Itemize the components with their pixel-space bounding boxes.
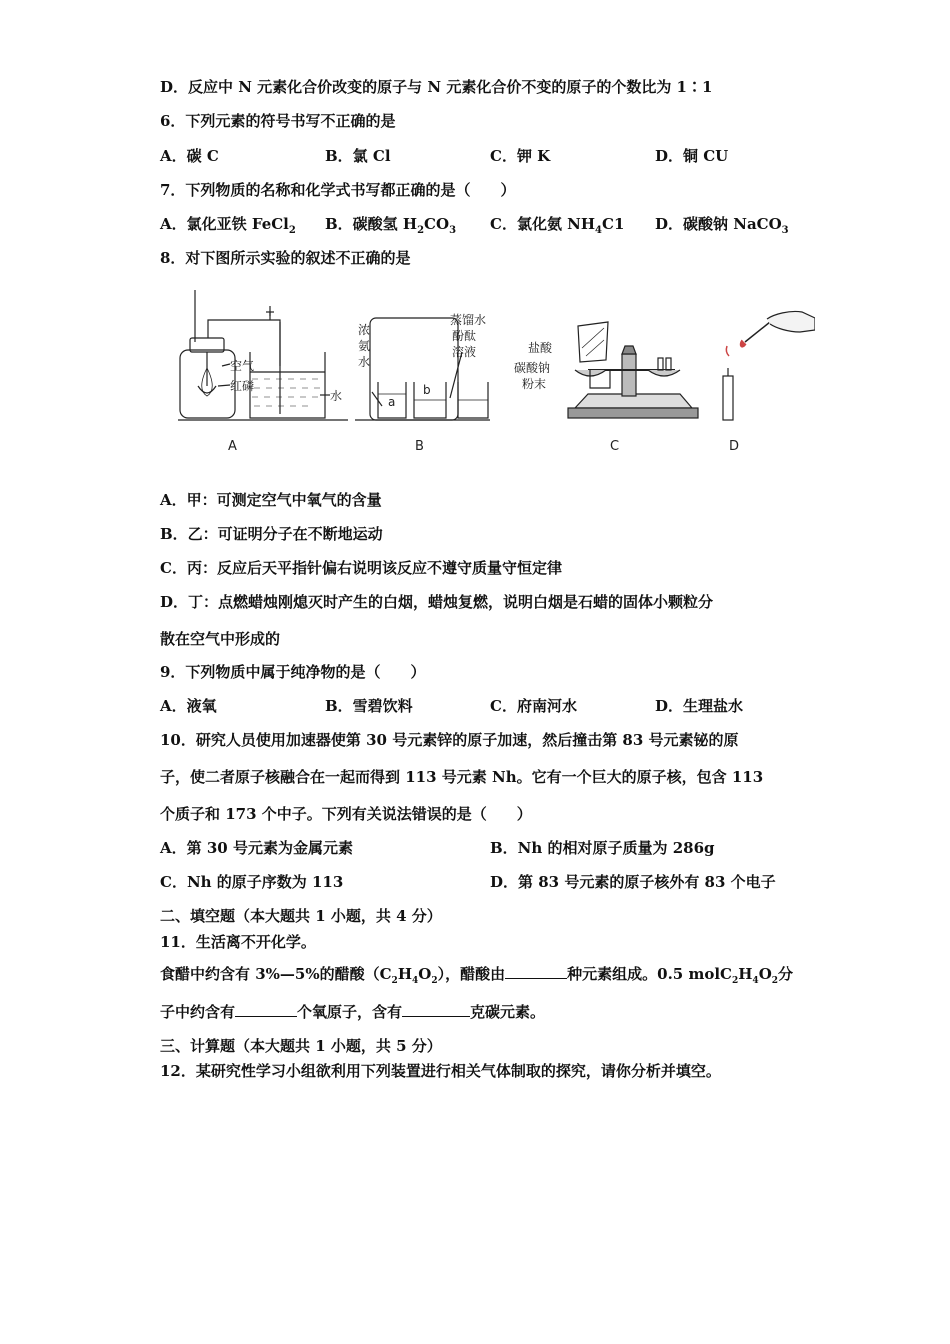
q8-stem: 8．对下图所示实验的叙述不正确的是 [160,249,411,267]
q8-option-d: D．丁：点燃蜡烛刚熄灭时产生的白烟，蜡烛复燃，说明白烟是石蜡的固体小颗粒分 [160,593,714,611]
q6-option-b: B．氯 Cl [325,147,391,165]
panel-label-d: D [729,439,740,454]
q10-stem-line3: 个质子和 173 个中子。下列有关说法错误的是（ ） [160,805,532,823]
label-sodium-carbonate: 碳酸钠 [514,361,551,375]
q7-option-c: C．氯化氨 $NH_4C1$ [490,215,625,236]
q9-option-b: B．雪碧饮料 [325,697,413,715]
q10-option-b: B．Nh 的相对原子质量为 286g [490,839,715,857]
q6-option-d: D．铜 CU [655,147,729,165]
q10-option-d: D．第 83 号元素的原子核外有 83 个电子 [490,873,776,891]
q5-option-d: D．反应中 N 元素化合价改变的原子与 N 元素化合价不变的原子的个数比为 1∶1 [160,78,713,96]
blank-1[interactable] [505,964,567,979]
panel-label-b: B [415,439,424,454]
label-conc-ammonia-3: 水 [358,355,371,369]
q7-option-a: A．氯化亚铁 FeCl$_2$ [160,215,296,236]
section-2-heading: 二、填空题（本大题共 1 小题，共 4 分） [160,907,442,925]
apparatus-d [723,311,815,420]
q8-option-b: B．乙：可证明分子在不断地运动 [160,525,383,543]
q12-stem: 12．某研究性学习小组欲利用下列装置进行相关气体制取的探究，请你分析并填空。 [160,1062,721,1080]
label-conc-ammonia-2: 氨 [358,339,371,353]
label-solution: 溶液 [452,345,477,359]
q11-line1: 食醋中约含有 3%—5%的醋酸$(C_2H_4O_2)$，醋酸由 种元素组成。0.5 $molC_2H_4O_2$分 [160,965,794,986]
q10-option-c: C．Nh 的原子序数为 113 [160,873,344,891]
label-conc-ammonia-1: 浓 [358,323,371,337]
q6-option-c: C．钾 K [490,147,551,165]
q9-option-c: C．府南河水 [490,697,577,715]
panel-label-a: A [228,439,237,454]
label-red-phosphorus: 红磷 [230,379,255,393]
label-air: 空气 [230,359,255,373]
beaker-b-label: b [423,383,431,397]
q10-option-a: A．第 30 号元素为金属元素 [160,839,353,857]
q7-stem: 7．下列物质的名称和化学式书写都正确的是（ ） [160,181,516,199]
q9-option-a: A．液氧 [160,697,217,715]
blank-3[interactable] [402,1002,470,1017]
q10-stem-line1: 10．研究人员使用加速器使第 30 号元素锌的原子加速，然后撞击第 83 号元素铋的原 [160,731,739,749]
q8-option-a: A．甲：可测定空气中氧气的含量 [160,491,382,509]
q8-experiment-figure [170,282,815,462]
q9-stem: 9．下列物质中属于纯净物的是（ ） [160,663,426,681]
q10-stem-line2: 子，使二者原子核融合在一起而得到 113 号元素 Nh。它有一个巨大的原子核，包含 113 [160,768,764,786]
q7-option-d: D．碳酸钠 NaCO$_3$ [655,215,789,236]
panel-label-c: C [610,439,620,454]
q8-option-c: C．丙：反应后天平指针偏右说明该反应不遵守质量守恒定律 [160,559,562,577]
label-hydrochloric-acid: 盐酸 [528,341,553,355]
apparatus-c [568,322,698,418]
blank-2[interactable] [235,1002,297,1017]
q6-stem: 6．下列元素的符号书写不正确的是 [160,112,396,130]
label-distilled-water: 蒸馏水 [450,313,487,327]
beaker-a-label: a [388,395,396,409]
label-powder: 粉末 [522,377,547,391]
q11-stem: 11．生活离不开化学。 [160,933,316,951]
label-water: 水 [330,389,343,403]
label-phenolphthalein: 酚酞 [452,329,477,343]
q7-option-b: B．碳酸氢 $H_2CO_3$ [325,215,457,236]
q8-option-d-cont: 散在空气中形成的 [160,630,281,648]
apparatus-a [178,290,348,420]
q9-option-d: D．生理盐水 [655,697,744,715]
q6-option-a: A．碳 C [160,147,219,165]
section-3-heading: 三、计算题（本大题共 1 小题，共 5 分） [160,1037,442,1055]
q11-line2: 子中约含有 个氧原子，含有 克碳元素。 [160,1003,546,1021]
